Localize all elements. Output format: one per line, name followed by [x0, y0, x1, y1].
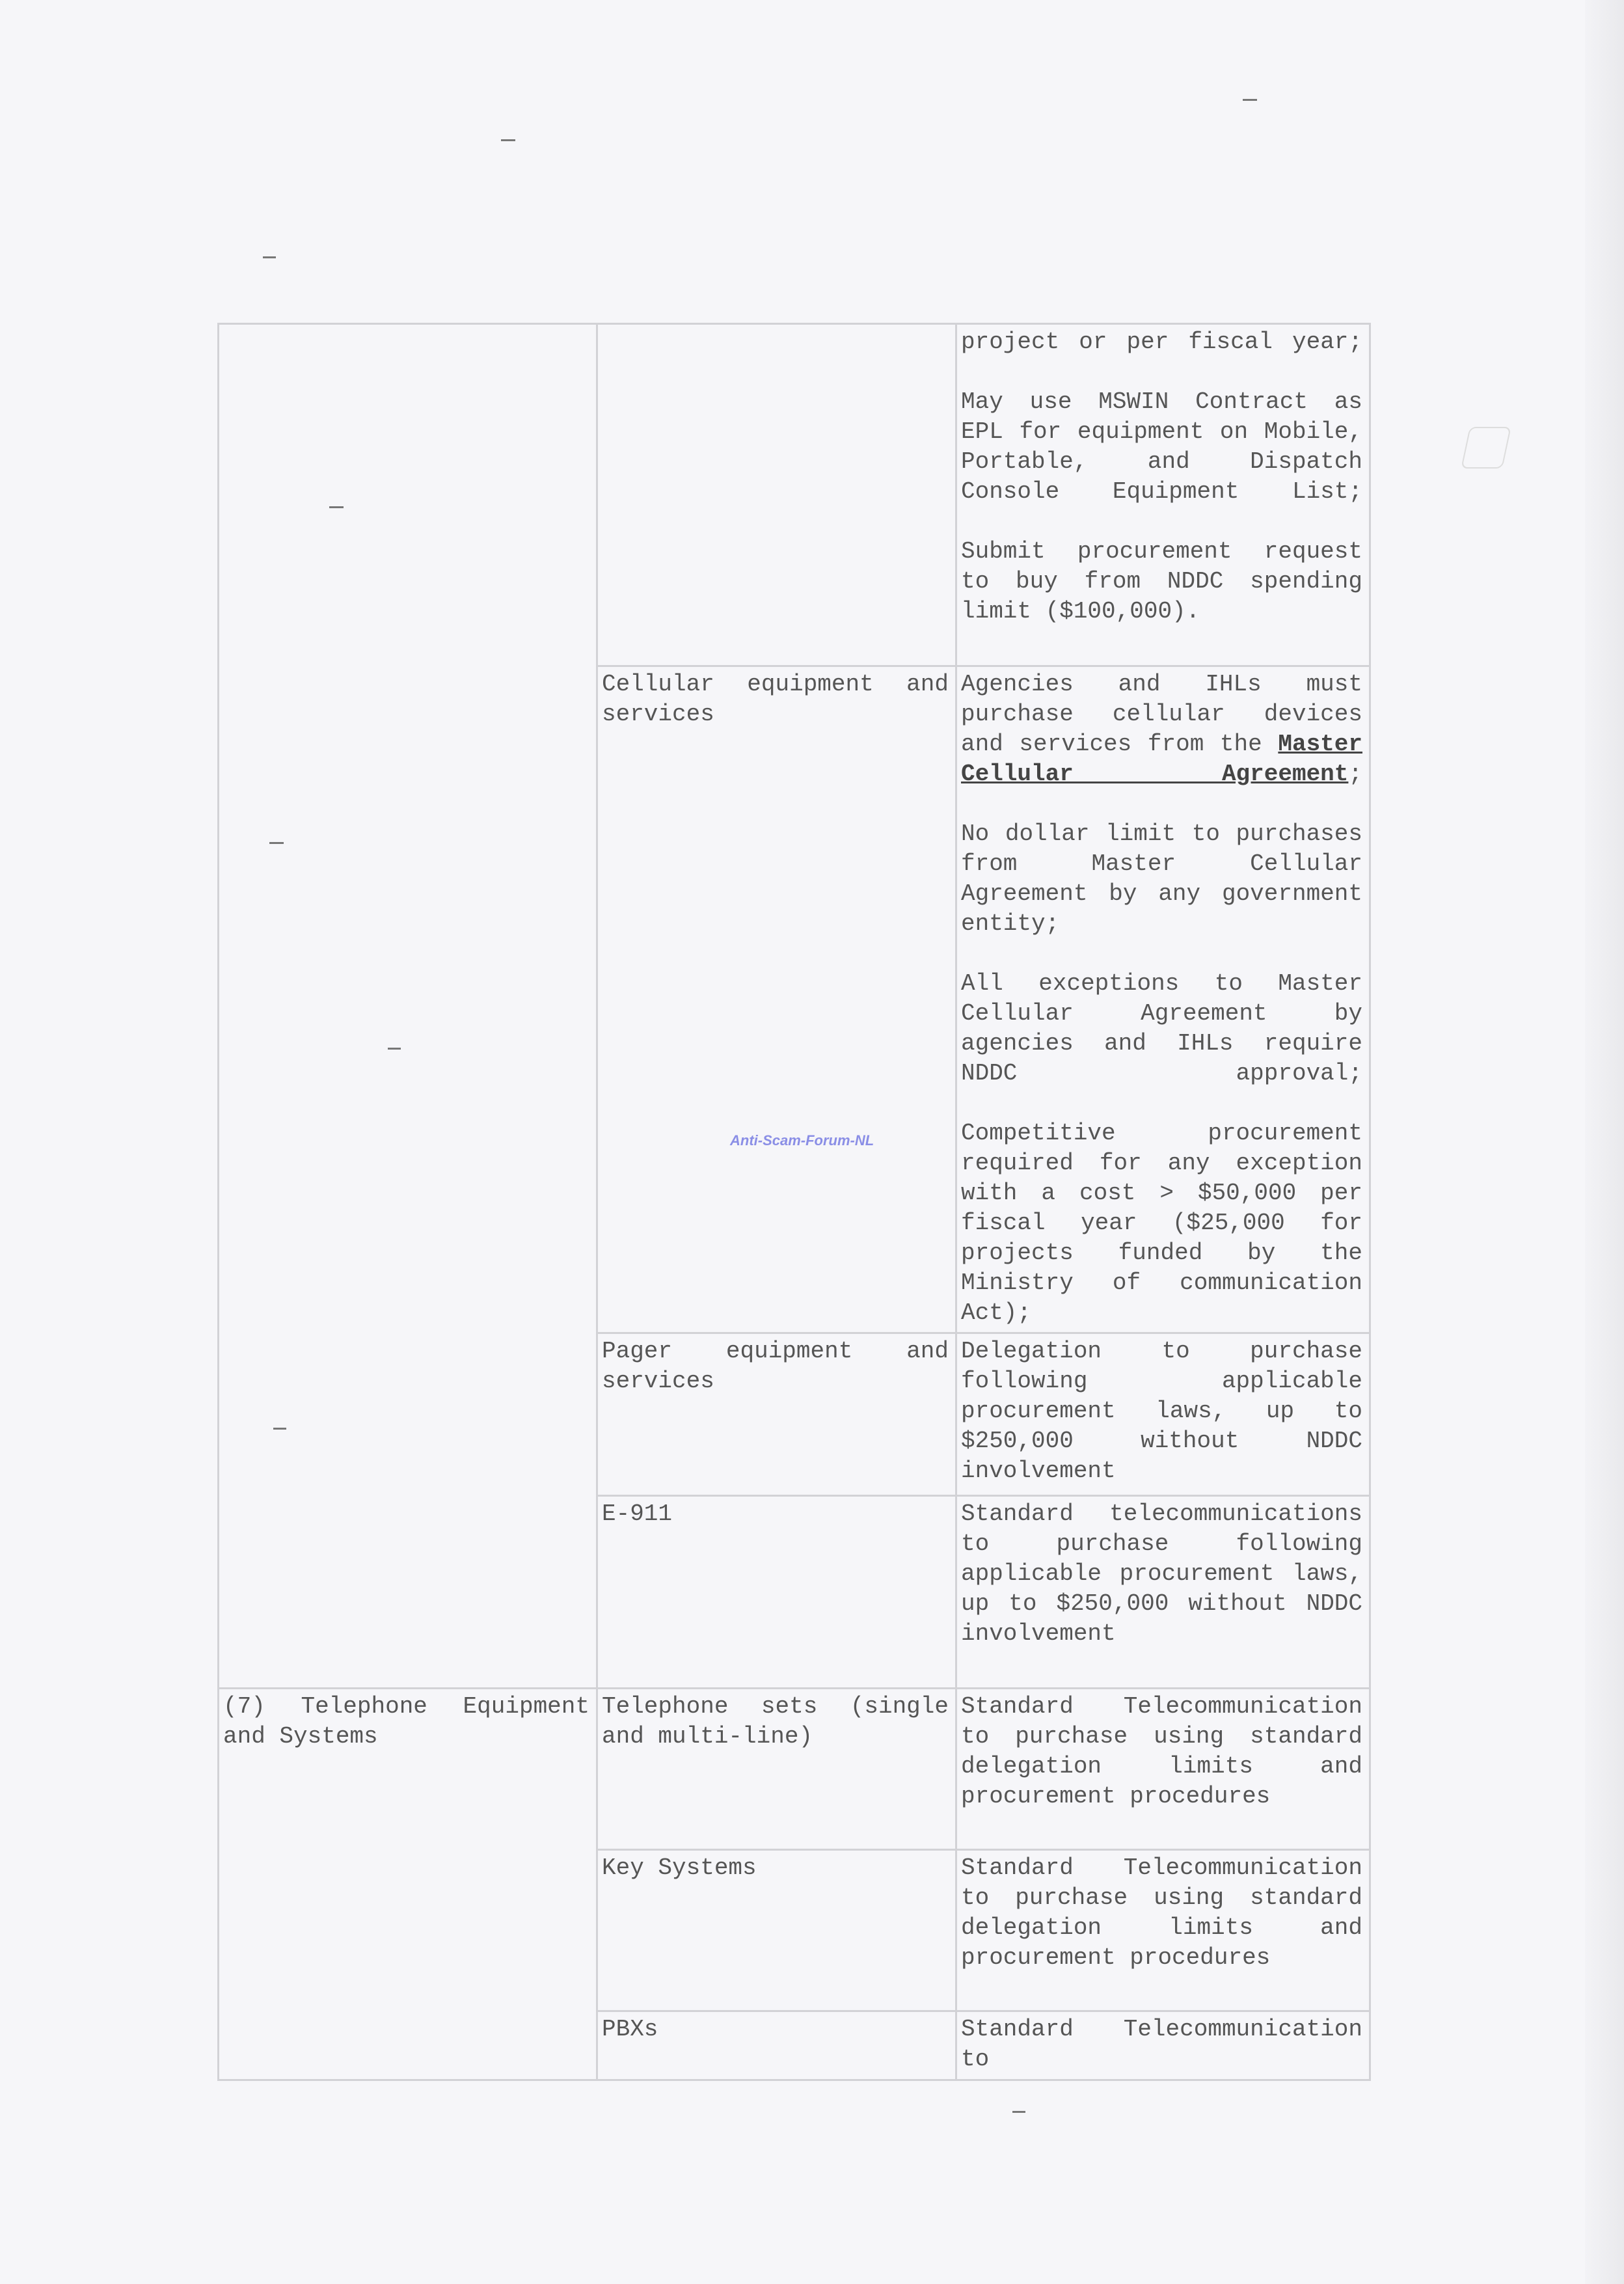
- item-cell: [597, 324, 956, 666]
- policy-cell: [956, 1689, 1370, 1850]
- margin-pencil-mark: [1461, 427, 1511, 469]
- category-cell: (7) Telephone Equipment and Systems: [219, 1689, 597, 2080]
- scan-speck: [263, 256, 276, 258]
- policy-text: All exceptions to Master Cellular Agreement by agencies and IHLs require NDDC approval;: [961, 970, 1362, 1087]
- policy-text: Submit procurement request to buy from NDDC spending limit ($100,000).: [961, 538, 1362, 625]
- procurement-table: [217, 323, 1371, 2081]
- page-edge: [1585, 0, 1624, 2284]
- scan-speck: [501, 139, 515, 141]
- policy-cell: [956, 1850, 1370, 2011]
- policy-cell: [956, 2011, 1370, 2080]
- item-cell: Pager equipment and services: [597, 1333, 956, 1496]
- policy-cell: [956, 1496, 1370, 1689]
- policy-text: Competitive procurement required for any exception with a cost > $50,000 per fiscal year ($25,000 for projects funded by the Ministry of communication Act);: [961, 1120, 1362, 1326]
- policy-cell: [956, 666, 1370, 1333]
- scan-speck: [329, 506, 344, 508]
- policy-text: project or per fiscal year;: [961, 329, 1362, 355]
- policy-cell: [956, 1333, 1370, 1496]
- table-row: [219, 324, 1370, 666]
- policy-text: No dollar limit to purchases from Master Cellular Agreement by any government entity;: [961, 821, 1362, 937]
- item-cell: Telephone sets (single and multi-line): [597, 1689, 956, 1850]
- scan-speck: [388, 1048, 401, 1050]
- item-cell: Key Systems: [597, 1850, 956, 2011]
- scan-speck: [273, 1428, 286, 1430]
- item-cell: Cellular equipment and services: [597, 666, 956, 1333]
- scan-speck: [1243, 99, 1257, 101]
- scan-speck: [1012, 2111, 1025, 2113]
- policy-text: May use MSWIN Contract as EPL for equipment on Mobile, Portable, and Dispatch Console Equipment List;: [961, 388, 1362, 505]
- policy-text: Delegation to purchase following applicable procurement laws, up to $250,000 without NDDC involvement: [961, 1338, 1362, 1484]
- policy-text: Standard telecommunications to purchase following applicable procurement laws, up to $250,000 without NDDC involvement: [961, 1501, 1362, 1647]
- item-cell: E-911: [597, 1496, 956, 1689]
- item-cell: PBXs: [597, 2011, 956, 2080]
- table-row: [219, 1689, 1370, 1850]
- scan-speck: [269, 842, 284, 844]
- policy-text: Standard Telecommunication to: [961, 2016, 1362, 2073]
- category-cell: [219, 324, 597, 1689]
- master-cellular-agreement-link[interactable]: Master Cellular Agreement: [961, 731, 1362, 787]
- policy-text: Agencies and IHLs must purchase cellular devices and services from the Master Cellular Agreement;: [961, 671, 1362, 787]
- policy-text: Standard Telecommunication to purchase using standard delegation limits and procurement procedures: [961, 1693, 1362, 1810]
- watermark: Anti-Scam-Forum-NL: [730, 1132, 874, 1149]
- policy-text: Standard Telecommunication to purchase using standard delegation limits and procurement procedures: [961, 1855, 1362, 1971]
- policy-cell: [956, 324, 1370, 666]
